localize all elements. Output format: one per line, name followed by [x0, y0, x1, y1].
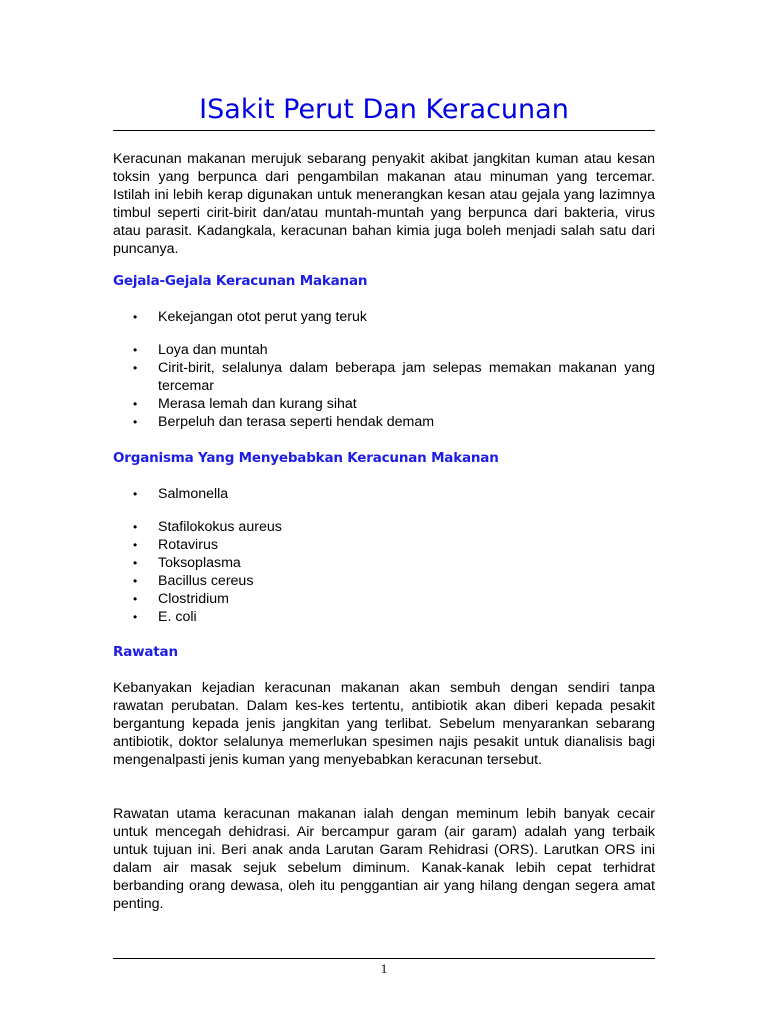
treatment-heading: Rawatan — [113, 644, 178, 660]
list-item: • Salmonella — [113, 485, 655, 503]
organisms-heading: Organisma Yang Menyebabkan Keracunan Makanan — [113, 450, 499, 466]
treatment-paragraph-2: Rawatan utama keracunan makanan ialah dengan meminum lebih banyak cecair untuk mencegah dehidrasi. Air bercampur garam (air garam) adalah yang terbaik untuk tujuan ini. Beri anak anda Larutan Garam Rehidrasi (ORS). Larutkan ORS ini dalam air masak sejuk sebelum diminum. Kanak-kanak lebih cepat terhidrat berbanding orang dewasa, oleh itu penggantian air yang hilang dengan segera amat penting. — [113, 806, 655, 912]
list-item: • Bacillus cereus — [113, 572, 655, 590]
list-item: • Toksoplasma — [113, 554, 655, 572]
intro-paragraph: Keracunan makanan merujuk sebarang penyakit akibat jangkitan kuman atau kesan toksin yang berpunca dari pengambilan makanan atau minuman yang tercemar. Istilah ini lebih kerap digunakan untuk menerangkan kesan atau gejala yang lazimnya timbul seperti cirit-birit dan/atau muntah-muntah yang berpunca dari bakteria, virus atau parasit. Kadangkala, keracunan bahan kimia juga boleh menjadi salah satu dari puncanya. — [113, 151, 655, 257]
list-item: • Merasa lemah dan kurang sihat — [113, 395, 655, 413]
title-divider — [113, 130, 655, 131]
list-item: • Clostridium — [113, 590, 655, 608]
list-item: • Cirit-birit, selalunya dalam beberapa jam selepas memakan makanan yang tercemar — [113, 359, 655, 395]
list-item: • Loya dan muntah — [113, 341, 655, 359]
list-item: • E. coli — [113, 608, 655, 626]
list-item: • Berpeluh dan terasa seperti hendak demam — [113, 413, 655, 431]
organisms-list — [113, 485, 655, 626]
symptoms-list — [113, 308, 655, 431]
footer-divider — [113, 958, 655, 959]
page-number: 1 — [380, 961, 388, 976]
list-item: • Stafilokokus aureus — [113, 518, 655, 536]
treatment-paragraph-1: Kebanyakan kejadian keracunan makanan akan sembuh dengan sendiri tanpa rawatan perubatan. Dalam kes-kes tertentu, antibiotik akan diberi kepada pesakit bergantung kepada jenis jangkitan yang terlibat. Sebelum menyarankan sebarang antibiotik, doktor selalunya memerlukan spesimen najis pesakit untuk dianalisis bagi mengenalpasti jenis kuman yang menyebabkan keracunan tersebut. — [113, 680, 655, 768]
document-page — [113, 0, 655, 1024]
symptoms-heading: Gejala-Gejala Keracunan Makanan — [113, 273, 368, 289]
list-item: • Rotavirus — [113, 536, 655, 554]
page-title: ISakit Perut Dan Keracunan — [199, 94, 569, 125]
list-item: • Kekejangan otot perut yang teruk — [113, 308, 655, 326]
